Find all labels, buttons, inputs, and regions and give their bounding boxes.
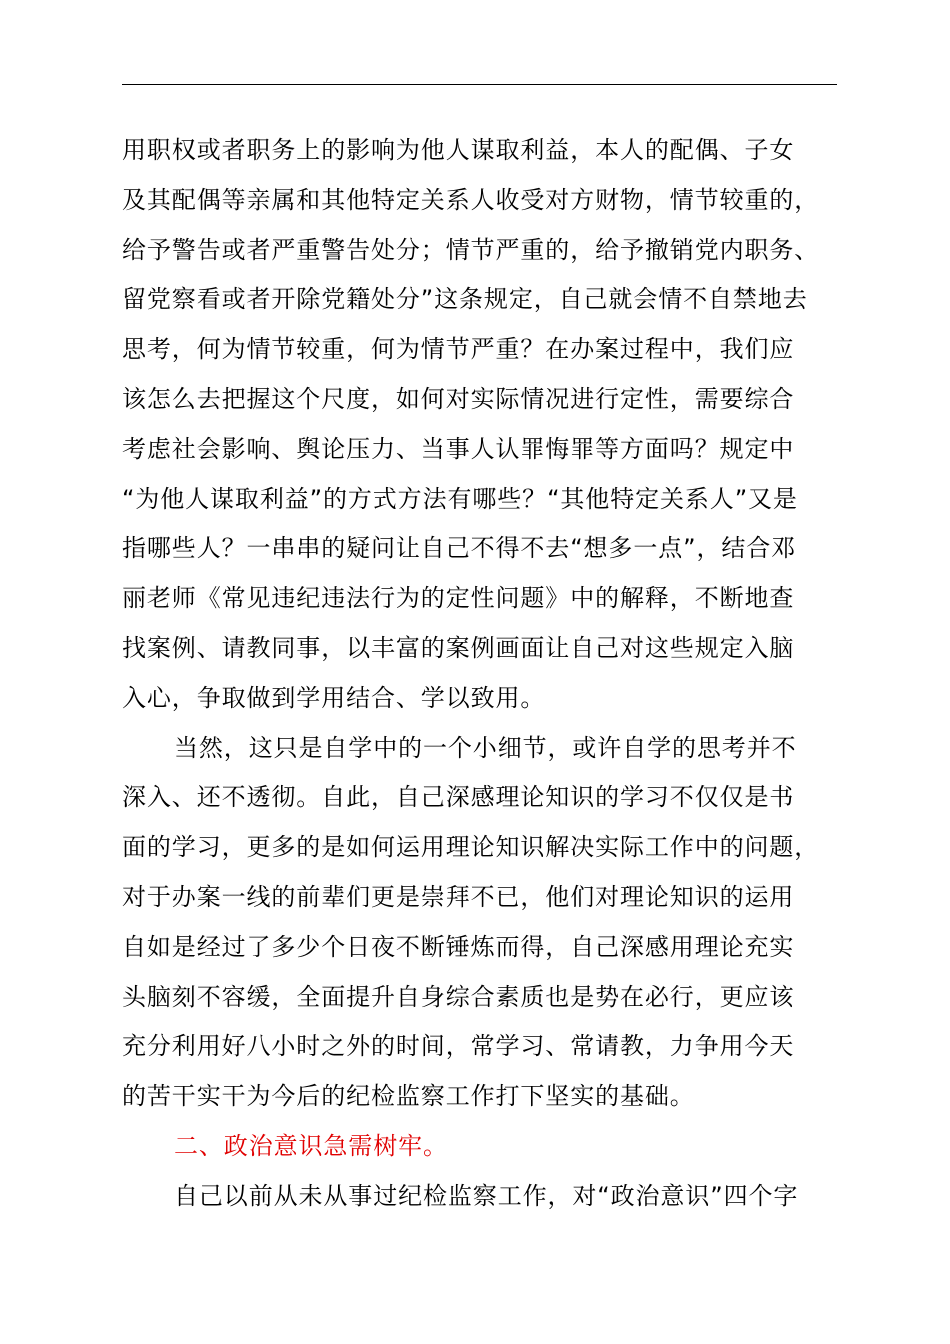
text-line: 思考，何为情节较重，何为情节严重？在办案过程中，我们应: [122, 335, 795, 364]
section-heading: 二、政治意识急需树牢。: [174, 1131, 448, 1160]
text-line: 充分利用好八小时之外的时间，常学习、常请教，力争用今天: [122, 1032, 795, 1061]
paragraph-start-line: 自己以前从未从事过纪检监察工作，对“政治意识”四个字: [174, 1181, 799, 1210]
text-line: 给予警告或者严重警告处分；情节严重的，给予撤销党内职务、: [122, 235, 820, 264]
text-line: 考虑社会影响、舆论压力、当事人认罪悔罪等方面吗？规定中: [122, 434, 795, 463]
text-line: “为他人谋取利益”的方式方法有哪些？“其他特定关系人”又是: [122, 484, 798, 513]
text-line: 面的学习，更多的是如何运用理论知识解决实际工作中的问题，: [122, 833, 820, 862]
text-line: 用职权或者职务上的影响为他人谋取利益，本人的配偶、子女: [122, 136, 795, 164]
body-text: [122, 126, 852, 1222]
text-line: 自如是经过了多少个日夜不断锤炼而得，自己深感用理论充实: [122, 932, 795, 961]
text-line: 的苦干实干为今后的纪检监察工作打下坚实的基础。: [122, 1082, 695, 1111]
text-line: 头脑刻不容缓，全面提升自身综合素质也是势在必行，更应该: [122, 982, 795, 1011]
text-line: 找案例、请教同事，以丰富的案例画面让自己对这些规定入脑: [122, 633, 795, 662]
text-line: 深入、还不透彻。自此，自己深感理论知识的学习不仅仅是书: [122, 783, 795, 812]
header-rule: [122, 84, 837, 85]
text-line: 留党察看或者开除党籍处分”这条规定，自己就会情不自禁地去: [122, 285, 808, 314]
text-line: 入心，争取做到学用结合、学以致用。: [122, 683, 546, 712]
paragraph-start-line: 当然，这只是自学中的一个小细节，或许自学的思考并不: [174, 733, 797, 762]
text-line: 对于办案一线的前辈们更是崇拜不已，他们对理论知识的运用: [122, 882, 795, 911]
text-line: 丽老师《常见违纪违法行为的定性问题》中的解释，不断地查: [122, 584, 795, 613]
text-line: 及其配偶等亲属和其他特定关系人收受对方财物，情节较重的，: [122, 185, 820, 214]
text-line: 该怎么去把握这个尺度，如何对实际情况进行定性，需要综合: [122, 384, 795, 413]
text-line: 指哪些人？一串串的疑问让自己不得不去“想多一点”，结合邓: [122, 534, 797, 563]
